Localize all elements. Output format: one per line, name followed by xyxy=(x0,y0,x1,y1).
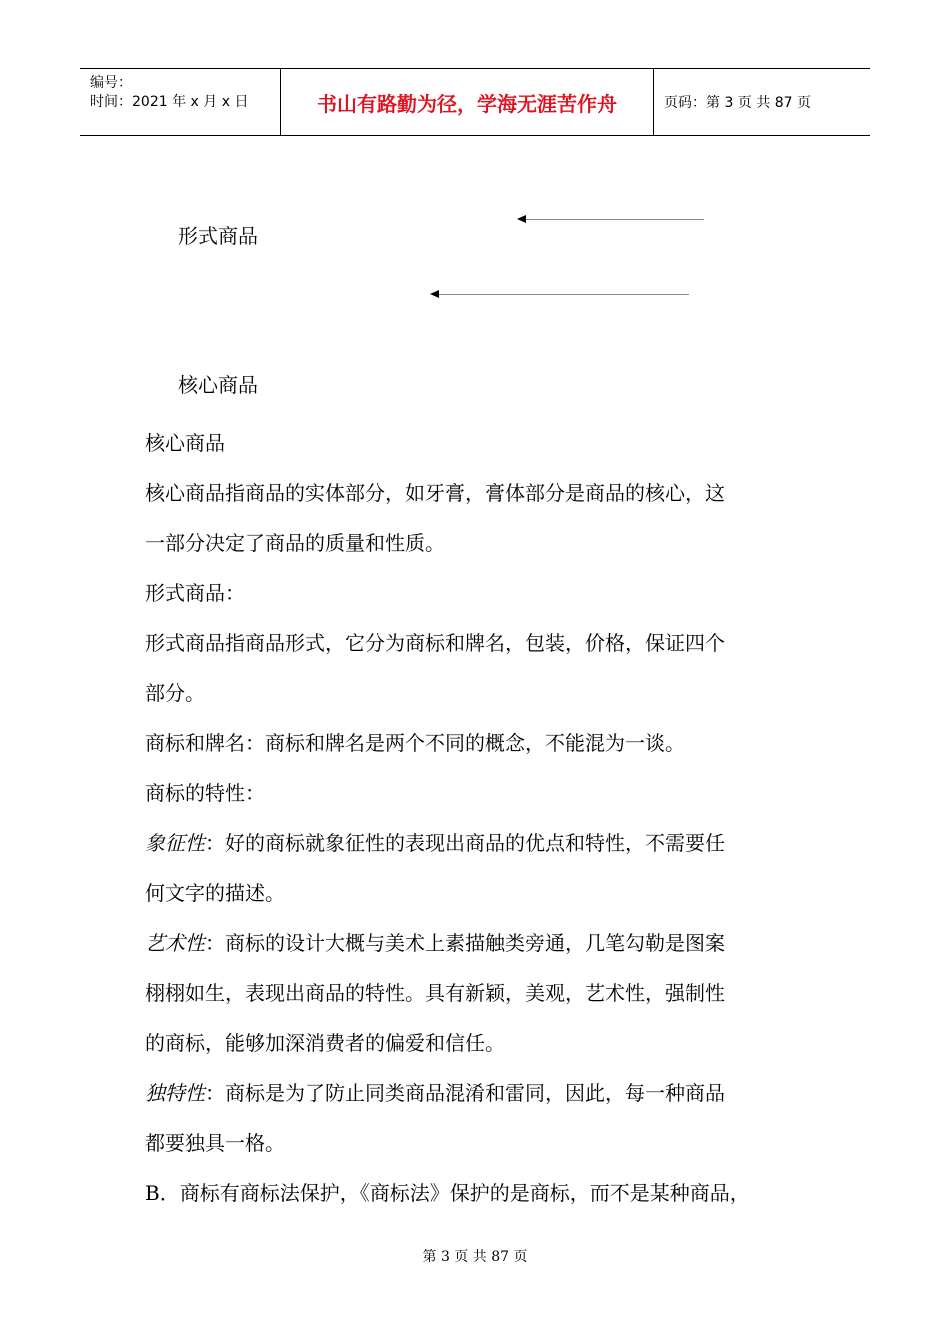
paragraph-line: 核心商品指商品的实体部分，如牙膏，膏体部分是商品的核心，这 xyxy=(145,481,725,505)
term-symbolic: 象征性 xyxy=(145,831,205,855)
header-page-info: 页码：第 3 页 共 87 页 xyxy=(664,95,811,111)
paragraph-line xyxy=(145,818,815,868)
header-meta-cell xyxy=(80,69,281,135)
paragraph-line: B．商标有商标法保护，《商标法》保护的是商标，而不是某种商品， xyxy=(145,1181,750,1205)
paragraph-line: 商标和牌名：商标和牌名是两个不同的概念，不能混为一谈。 xyxy=(145,731,685,755)
arrow-line-top xyxy=(526,219,704,220)
heading-core-product: 核心商品 xyxy=(145,431,225,455)
header-motto: 书山有路勤为径，学海无涯苦作舟 xyxy=(281,69,654,135)
paragraph-line: 的商标，能够加深消费者的偏爱和信任。 xyxy=(145,1031,505,1055)
arrow-line-bottom xyxy=(439,294,689,295)
date-label: 时间：2021 年 x 月 x 日 xyxy=(90,94,249,110)
diagram-label-form: 形式商品 xyxy=(178,224,258,248)
heading-trademark-features: 商标的特性： xyxy=(145,781,265,805)
paragraph-text: ：商标是为了防止同类商品混淆和雷同，因此，每一种商品 xyxy=(205,1081,725,1105)
paragraph-line: 部分。 xyxy=(145,681,205,705)
page-header xyxy=(80,68,870,136)
paragraph-line: 一部分决定了商品的质量和性质。 xyxy=(145,531,445,555)
page-footer: 第 3 页 共 87 页 xyxy=(422,1249,528,1265)
diagram-label-core: 核心商品 xyxy=(178,373,258,397)
paragraph-line xyxy=(145,918,815,968)
paragraph-text: ：商标的设计大概与美术上素描触类旁通，几笔勾勒是图案 xyxy=(205,931,725,955)
number-label: 编号： xyxy=(90,75,132,91)
paragraph-text: ：好的商标就象征性的表现出商品的优点和特性，不需要任 xyxy=(205,831,725,855)
arrow-left-icon xyxy=(430,290,439,298)
term-artistic: 艺术性 xyxy=(145,931,205,955)
arrow-left-icon xyxy=(517,215,526,223)
heading-form-product: 形式商品： xyxy=(145,581,245,605)
paragraph-line: 栩栩如生，表现出商品的特性。具有新颖，美观，艺术性，强制性 xyxy=(145,981,725,1005)
paragraph-line: 都要独具一格。 xyxy=(145,1131,285,1155)
paragraph-line xyxy=(145,1068,815,1118)
paragraph-line: 形式商品指商品形式，它分为商标和牌名，包装，价格，保证四个 xyxy=(145,631,725,655)
paragraph-line: 何文字的描述。 xyxy=(145,881,285,905)
document-body xyxy=(145,418,815,1218)
term-unique: 独特性 xyxy=(145,1081,205,1105)
